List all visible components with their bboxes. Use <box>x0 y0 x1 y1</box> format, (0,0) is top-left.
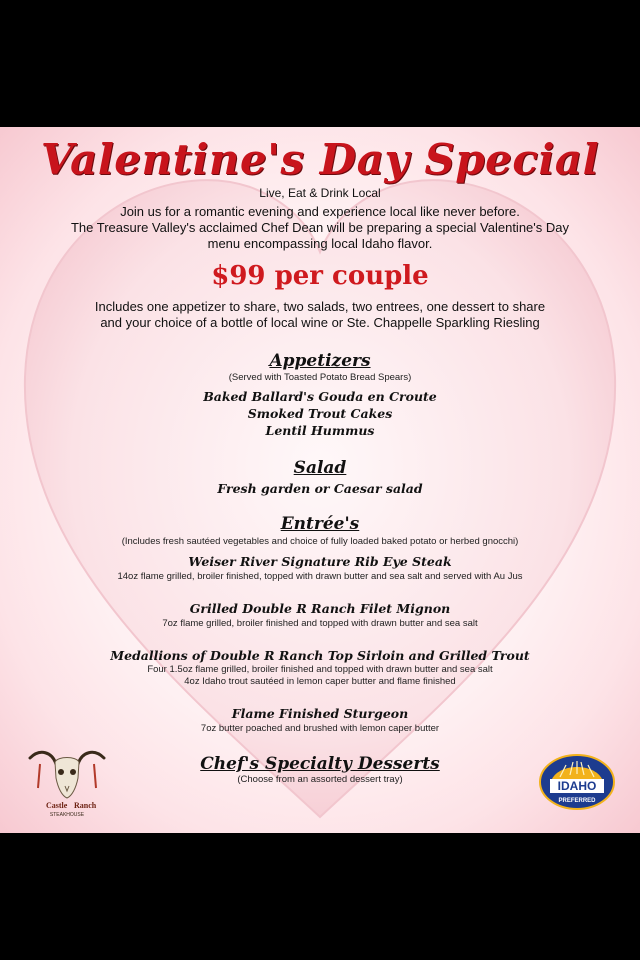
menu-page <box>0 127 640 833</box>
tagline: Live, Eat & Drink Local <box>259 186 381 200</box>
logo-text: PREFERRED <box>558 798 596 804</box>
appetizers-heading: Appetizers <box>269 351 371 371</box>
desserts-heading: Chef's Specialty Desserts <box>200 754 440 774</box>
entree-name: Weiser River Signature Rib Eye Steak <box>188 554 452 569</box>
salad-item: Fresh garden or Caesar salad <box>217 481 423 496</box>
price: $99 per couple <box>211 261 429 291</box>
includes-line: Includes one appetizer to share, two salads, two entrees, one dessert to share <box>94 299 546 314</box>
appetizer-item: Smoked Trout Cakes <box>247 406 393 421</box>
entree-description: 4oz Idaho trout sautéed in lemon caper butter and flame finished <box>184 676 456 687</box>
entree-name: Medallions of Double R Ranch Top Sirloin and Grilled Trout <box>110 648 530 663</box>
appetizer-item: Lentil Hummus <box>265 423 375 438</box>
appetizers-note: (Served with Toasted Potato Bread Spears) <box>228 372 412 383</box>
entree-name: Flame Finished Sturgeon <box>231 706 409 721</box>
intro-line: menu encompassing local Idaho flavor. <box>207 236 433 251</box>
appetizer-item: Baked Ballard's Gouda en Croute <box>203 389 437 404</box>
entrees-heading: Entrée's <box>280 514 360 534</box>
page-title: Valentine's Day Special <box>40 135 600 184</box>
castle-ranch-logo <box>26 744 108 824</box>
logo-text: Ranch <box>74 801 97 810</box>
intro-line: The Treasure Valley's acclaimed Chef Dean will be preparing a special Valentine's Day <box>70 220 569 235</box>
includes-line: and your choice of a bottle of local wine or Ste. Chappelle Sparkling Riesling <box>100 315 540 330</box>
desserts-note: (Choose from an assorted dessert tray) <box>237 774 403 785</box>
entree-name: Grilled Double R Ranch Filet Mignon <box>189 601 451 616</box>
intro-line: Join us for a romantic evening and experience local like never before. <box>120 204 520 219</box>
logo-text: STEAKHOUSE <box>49 812 85 818</box>
salad-heading: Salad <box>293 458 347 478</box>
logo-text: IDAHO <box>557 779 597 793</box>
entrees-note: (Includes fresh sautéed vegetables and choice of fully loaded baked potato or herbed gnocchi) <box>121 536 519 547</box>
entree-description: 7oz butter poached and brushed with lemon caper butter <box>200 723 440 734</box>
intro-text <box>20 204 620 252</box>
entree-description: 7oz flame grilled, broiler finished and topped with drawn butter and sea salt <box>162 618 478 629</box>
entree-description: Four 1.5oz flame grilled, broiler finished and topped with drawn butter and sea salt <box>147 664 493 675</box>
idaho-preferred-logo <box>538 753 616 811</box>
logo-text: Castle <box>46 801 68 810</box>
entree-description: 14oz flame grilled, broiler finished, topped with drawn butter and sea salt and served with Au Jus <box>117 571 523 582</box>
includes-text <box>20 299 620 331</box>
